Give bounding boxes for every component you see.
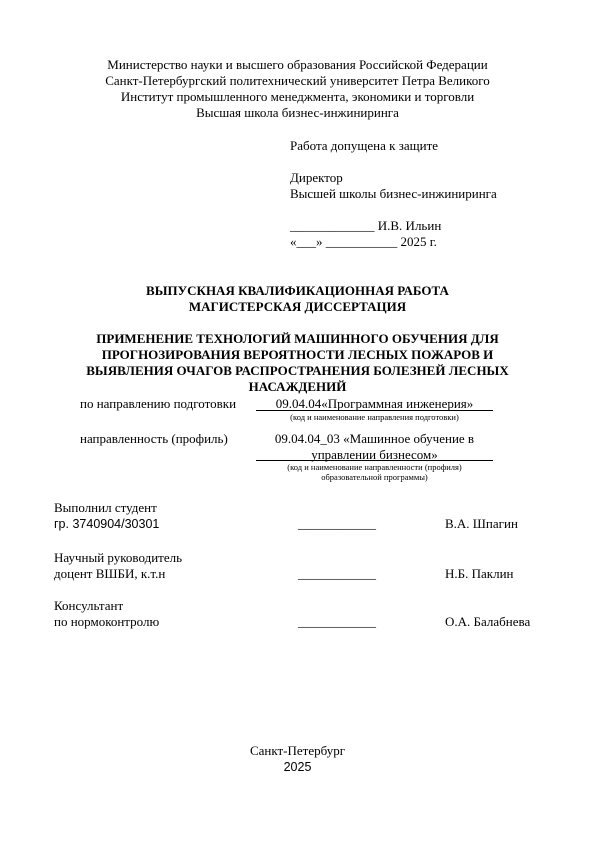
direction-underline: [256, 410, 493, 411]
approval-admitted: Работа допущена к защите: [290, 138, 439, 153]
footer-year: 2025: [283, 760, 312, 774]
approval-date-line: [290, 234, 437, 250]
profile-underline: [256, 460, 493, 461]
direction-label: по направлению подготовки: [80, 396, 237, 411]
header-ministry: Министерство науки и высшего образования Российской Федерации: [107, 57, 488, 72]
supervisor-sign-blank: ____________: [298, 566, 376, 581]
profile-value-2: управлении бизнесом»: [311, 447, 438, 462]
date-day-blank: ___: [296, 234, 316, 249]
profile-caption-1: (код и наименование направленности (профиля): [287, 462, 462, 472]
consultant-scope: по нормоконтролю: [54, 614, 160, 629]
header-institute: Институт промышленного менеджмента, экономики и торговли: [120, 89, 475, 104]
topic-line-3: ВЫЯВЛЕНИЯ ОЧАГОВ РАСПРОСТРАНЕНИЯ БОЛЕЗНЕЙ ЛЕСНЫХ: [86, 363, 509, 378]
approval-position: Директор: [290, 170, 343, 185]
student-group: гр. 3740904/30301: [54, 517, 160, 531]
student-sign-blank: ____________: [298, 516, 376, 531]
direction-value: 09.04.04«Программная инженерия»: [275, 396, 474, 411]
date-year: 2025 г.: [400, 234, 437, 249]
student-name: В.А. Шпагин: [445, 516, 518, 531]
approval-director-name: И.В. Ильин: [377, 218, 442, 233]
consultant-role: Консультант: [54, 598, 124, 613]
consultant-name: О.А. Балабнева: [445, 614, 531, 629]
date-close-quote: »: [316, 234, 323, 249]
student-role: Выполнил студент: [54, 500, 157, 515]
approval-signature-line: [290, 218, 441, 234]
date-month-blank: ___________: [325, 234, 398, 249]
supervisor-role: Научный руководитель: [54, 550, 183, 565]
profile-value-1: 09.04.04_03 «Машинное обучение в: [274, 431, 475, 446]
direction-caption: (код и наименование направления подготовки): [290, 412, 459, 422]
supervisor-name: Н.Б. Паклин: [445, 566, 514, 581]
header-university: Санкт-Петербургский политехнический университет Петра Великого: [105, 73, 490, 88]
approval-school: Высшей школы бизнес-инжиниринга: [290, 186, 497, 201]
topic-line-2: ПРОГНОЗИРОВАНИЯ ВЕРОЯТНОСТИ ЛЕСНЫХ ПОЖАРОВ И: [101, 347, 494, 362]
profile-caption-2: образовательной программы): [321, 472, 428, 482]
topic-line-1: ПРИМЕНЕНИЕ ТЕХНОЛОГИЙ МАШИННОГО ОБУЧЕНИЯ ДЛЯ: [96, 331, 499, 346]
header-school: Высшая школа бизнес-инжиниринга: [196, 105, 399, 120]
topic-line-4: НАСАЖДЕНИЙ: [248, 379, 347, 394]
consultant-sign-blank: ____________: [298, 614, 376, 629]
approval-sign-blank: _____________: [290, 218, 375, 233]
work-type-title: ВЫПУСКНАЯ КВАЛИФИКАЦИОННАЯ РАБОТА: [146, 283, 449, 298]
supervisor-title: доцент ВШБИ, к.т.н: [54, 566, 166, 581]
work-type-subtitle: МАГИСТЕРСКАЯ ДИССЕРТАЦИЯ: [188, 299, 407, 314]
footer-city: Санкт-Петербург: [249, 743, 346, 758]
profile-label: направленность (профиль): [80, 431, 228, 446]
date-open-quote: «: [290, 234, 297, 249]
